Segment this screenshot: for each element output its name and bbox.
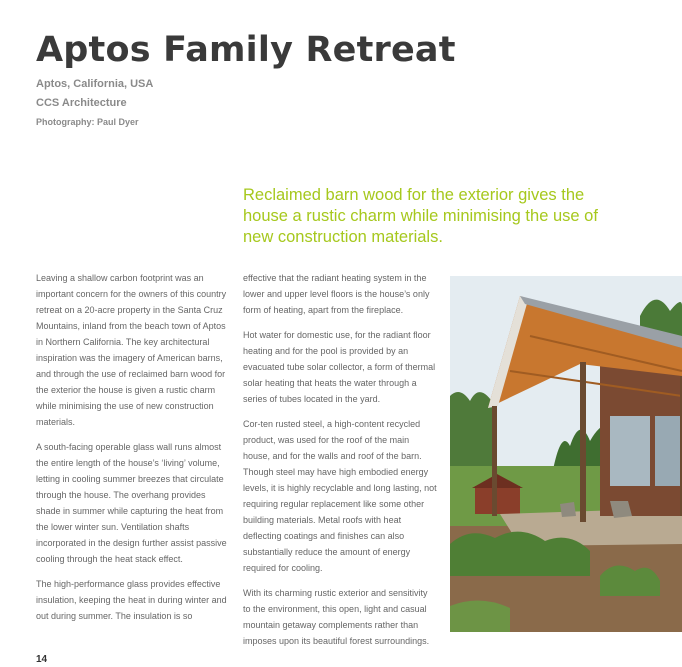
pull-quote: Reclaimed barn wood for the exterior gives the house a rustic charm while minimising the use of new construction materials. bbox=[243, 186, 598, 246]
project-location: Aptos, California, USA bbox=[36, 78, 154, 90]
body-column-1 bbox=[36, 270, 232, 633]
photography-credit: Photography: Paul Dyer bbox=[36, 117, 139, 127]
page-title: Aptos Family Retreat bbox=[36, 30, 456, 70]
paragraph: A south-facing operable glass wall runs almost the entire length of the house’s ‘living’ volume, letting in cooling summer breezes that circulate through the house. The overhang provides shade in summer while capturing the heat from the lower winter sun. Ventilation shafts incorporated in the design further assist passive cooling through the heat stack effect. bbox=[36, 442, 227, 564]
paragraph: Cor-ten rusted steel, a high-content recycled product, was used for the roof of the main house, and for the walls and roof of the barn. Though steel may have high embodied energy levels, it is highly recyclable and long lasting, not requiring regular replacement like some other building materials. Metal roofs with heat deflecting coatings and finishes can also substantially reduce the amount of energy required for cooling. bbox=[243, 419, 437, 573]
architect-credit: CCS Architecture bbox=[36, 97, 127, 109]
house-photo bbox=[450, 276, 682, 632]
page-number: 14 bbox=[36, 654, 48, 665]
body-column-2 bbox=[243, 270, 437, 658]
paragraph: The high-performance glass provides effective insulation, keeping the heat in during winter and out during summer. The insulation is so bbox=[36, 579, 227, 621]
paragraph: With its charming rustic exterior and sensitivity to the environment, this open, light and casual mountain getaway complements rather than imposes upon its beautiful forest surroundings. bbox=[243, 588, 430, 646]
paragraph: Hot water for domestic use, for the radiant floor heating and for the pool is provided by an evacuated tube solar collector, a form of thermal solar heating that heats the water through a series of tubes located in the yard. bbox=[243, 330, 436, 404]
paragraph: Leaving a shallow carbon footprint was an important concern for the owners of this country retreat on a 20-acre property in the Santa Cruz Mountains, inland from the beach town of Aptos in Northern California. The key architectural inspiration was the imagery of American barns, and through the use of reclaimed barn wood for the exterior the house is given a rustic charm while minimising the use of new construction materials. bbox=[36, 273, 227, 427]
paragraph: effective that the radiant heating system in the lower and upper level floors is the house’s only form of heating, apart from the fireplace. bbox=[243, 273, 430, 315]
